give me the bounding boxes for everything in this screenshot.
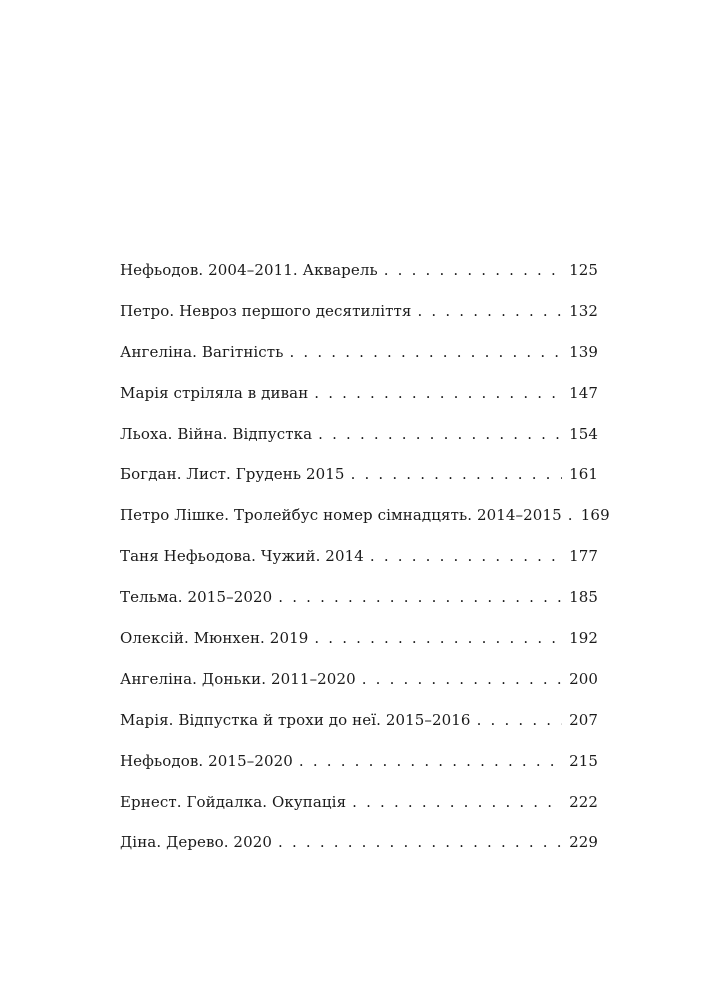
toc-entry-page: 125 (569, 261, 598, 279)
toc-entry-title: Нефьодов. 2004–2011. Акварель (120, 261, 378, 279)
toc-entry-title: Тельма. 2015–2020 (120, 588, 273, 607)
toc-dot-leader (289, 340, 562, 364)
toc-entry (120, 422, 598, 463)
toc-dot-leader (384, 258, 562, 282)
toc-entry (120, 830, 598, 871)
toc-entry-title: Таня Нефьодова. Чужий. 2014 (120, 547, 364, 566)
toc-entry-title: Льоха. Війна. Відпустка (120, 424, 313, 443)
toc-entry (120, 503, 610, 544)
toc-entry (120, 340, 598, 381)
toc-entry-title: Ангеліна. Доньки. 2011–2020 (120, 669, 356, 688)
toc-entry-page: 207 (569, 710, 598, 729)
toc-entry-page: 132 (569, 301, 598, 320)
toc-dot-leader (370, 544, 562, 568)
toc-entry (120, 462, 598, 503)
toc-entry-title: Петро. Невроз першого десятиліття (120, 301, 412, 320)
toc-entry-title: Нефьодов. 2015–2020 (120, 751, 293, 770)
toc-entry-title: Петро Лішке. Тролейбус номер сімнадцять. 2014–2015 (120, 506, 562, 525)
toc-entry-title: Марія стріляла в диван (120, 383, 309, 402)
toc-dot-leader (299, 749, 562, 773)
toc-entry-page: 215 (569, 751, 598, 770)
toc-entry (120, 585, 598, 626)
toc-dot-leader (278, 585, 562, 609)
toc-entry-title: Діна. Дерево. 2020 (120, 833, 273, 852)
toc-dot-leader (318, 422, 562, 446)
toc-entry (120, 790, 598, 831)
toc-entry-page: 177 (569, 547, 598, 566)
toc-entry (120, 749, 598, 790)
toc-entry-title: Ангеліна. Вагітність (120, 342, 284, 361)
toc-entry-page: 139 (569, 342, 598, 361)
toc-entry (120, 626, 598, 667)
toc-entry (120, 544, 598, 585)
toc-entry (120, 299, 598, 340)
toc-dot-leader (362, 667, 562, 691)
toc-entry-title: Марія. Відпустка й трохи до неї. 2015–2016 (120, 710, 471, 729)
toc-dot-leader (278, 830, 562, 854)
toc-dot-leader (351, 462, 562, 486)
toc-entry (120, 258, 598, 299)
toc-dot-leader (352, 790, 562, 814)
toc-entry-page: 169 (580, 506, 610, 525)
toc-entry-page: 185 (569, 588, 598, 607)
toc-entry (120, 667, 598, 708)
toc-entry-page: 222 (569, 792, 598, 811)
table-of-contents (120, 258, 610, 871)
toc-entry-page: 154 (569, 424, 598, 443)
toc-entry-title: Олексій. Мюнхен. 2019 (120, 629, 309, 648)
toc-dot-leader (417, 299, 562, 323)
toc-entry-page: 161 (569, 465, 598, 484)
toc-entry-page: 229 (569, 833, 598, 852)
toc-dot-leader (314, 381, 562, 405)
toc-entry (120, 381, 598, 422)
toc-entry-title: Ернест. Гойдалка. Окупація (120, 792, 347, 811)
toc-dot-leader (314, 626, 562, 650)
toc-entry-page: 200 (569, 669, 598, 688)
toc-entry-title: Богдан. Лист. Грудень 2015 (120, 465, 345, 484)
toc-entry (120, 708, 598, 749)
toc-dot-leader (477, 708, 562, 732)
toc-entry-page: 192 (569, 629, 598, 648)
toc-entry-page: 147 (569, 383, 598, 402)
